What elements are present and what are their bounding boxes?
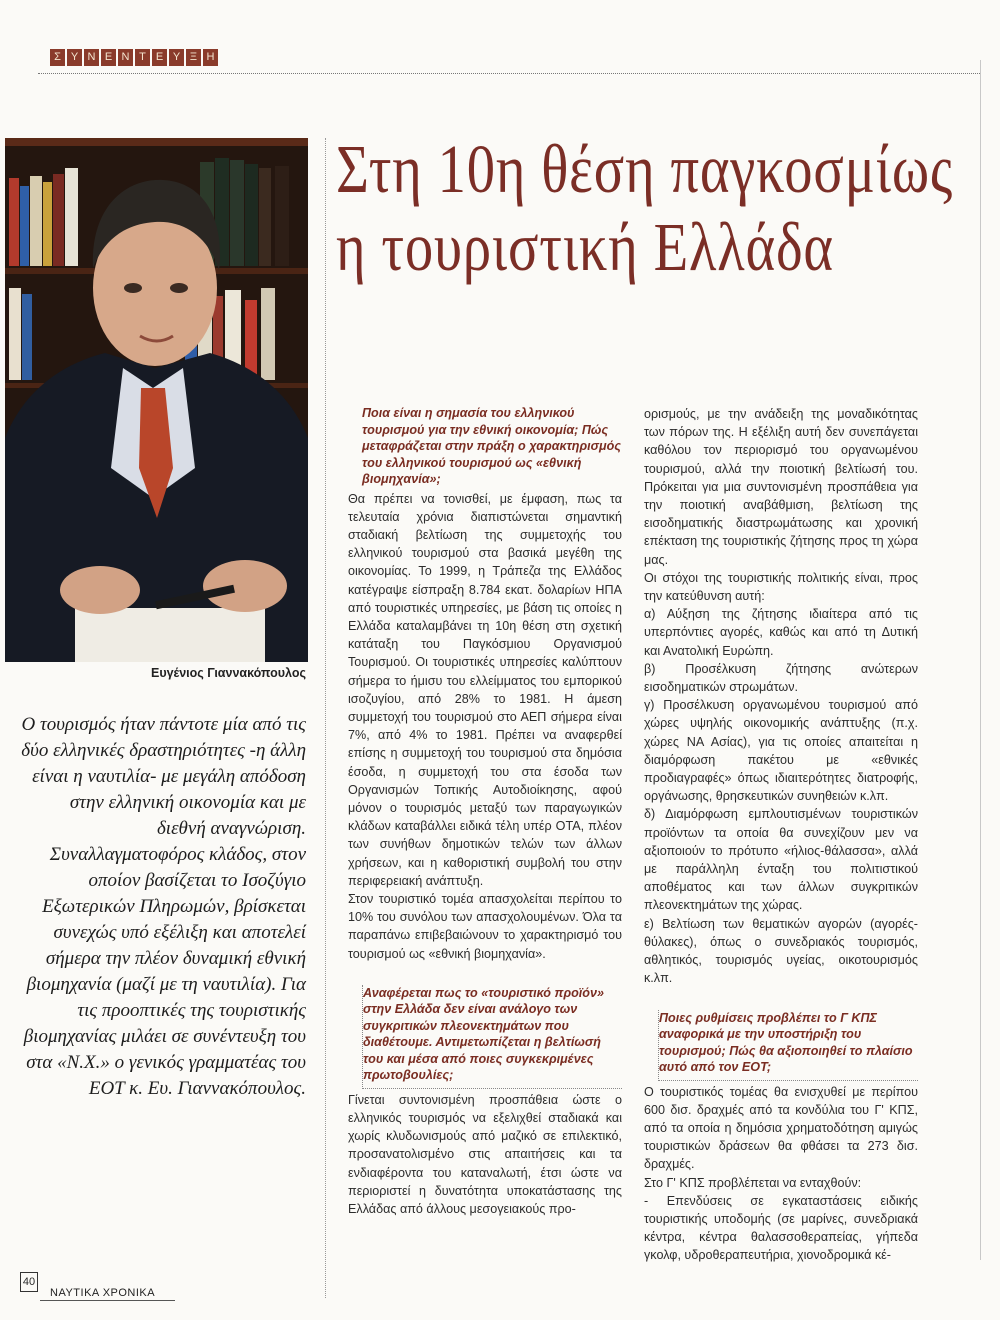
section-letter: Ξ xyxy=(186,49,201,66)
section-letter: Ν xyxy=(118,49,133,66)
article-title xyxy=(336,130,954,286)
page-number: 40 xyxy=(20,1272,38,1292)
column-divider xyxy=(325,138,326,1298)
answer-3-paragraph-1: Ο τουριστικός τομέας θα ενισχυθεί με περίπου 600 δισ. δραχμές από τα κονδύλια του Γ' ΚΠΣ, από τα οποία η δημόσια χρηματοδότηση αμιγώς τουριστικών δράσεων θα φθάσει τα 273 δισ. δραχμές. xyxy=(644,1084,918,1172)
header-divider xyxy=(38,73,980,74)
section-letter: Η xyxy=(203,49,218,66)
portrait-illustration xyxy=(5,138,308,662)
section-letter: Υ xyxy=(67,49,82,66)
section-tag xyxy=(50,49,218,66)
col2-paragraph-1: ορισμούς, με την ανάδειξη της μοναδικότητας των πόρων της. Η εξέλιξη αυτή δεν συνεπάγεται καθόλου τον περιορισμό του οργανωμένου τουρισμού, αλλά την ποιοτική βελτίωσή του. Πρόκειται για μια συντονισμένη προσπάθεια για την ποιοτική αναβάθμιση, βελτίωση της εισοδηματικής διαστρωμάτωσης και χρονική επέκταση της τουριστικής ζήτησης προς τη χώρα μας. xyxy=(644,407,918,567)
answer-1-paragraph-2: Στον τουριστικό τομέα απασχολείται περίπου το 10% του συνόλου των απασχολουμένων. Όλα τα παραπάνω επιβεβαιώνουν το χαρακτηρισμό του τουρισμού ως «εθνική βιομηχανία». xyxy=(348,891,622,961)
text-column-1 xyxy=(348,405,622,1218)
col2-paragraph-2: Οι στόχοι της τουριστικής πολιτικής είναι, προς την κατεύθυνση αυτή: xyxy=(644,570,918,604)
answer-3-paragraph-3: - Επενδύσεις σε εγκαταστάσεις ειδικής τουριστικής υποδομής (σε μαρίνες, συνεδριακά κέντρα, κέντρα θαλασσοθεραπείας, γήπεδα γκολφ, υδροθεραπευτήρια, χιονοδρομικά κέ- xyxy=(644,1193,918,1263)
section-letter: Ν xyxy=(84,49,99,66)
question-3: Ποιες ρυθμίσεις προβλέπει το Γ ΚΠΣ αναφορικά με την υποστήριξη του τουρισμού; Πώς θα αξιοποιηθεί το πλαίσιο αυτό από τον ΕΟΤ; xyxy=(658,1010,918,1081)
answer-1-paragraph-1: Θα πρέπει να τονισθεί, με έμφαση, πως τα τελευταία χρόνια διαπιστώνεται σημαντική σταδιακή βελτίωση της συμμετοχής του ελληνικού τουρισμού στα βασικά μεγέθη της οικονομίας. Το 1999, η Τράπεζα της Ελλάδος κατέγραψε είσπραξη 8.784 εκατ. δολαρίων ΗΠΑ από τουριστικές υπηρεσίες, με βάση τις οποίες η Ελλάδα καταλαμβάνει τη 10η θέση στη σχετική κατάταξη του Παγκόσμιου Οργανισμού Τουρισμού. Οι τουριστικές υπηρεσίες καλύπτουν σήμερα το ήμισυ του ελλείμματος του εμπορικού ισοζυγίου, από 28% το 1981. Η άμεση συμμετοχή του τουρισμού στο ΑΕΠ σήμερα είναι 7%, από 4% το 1981. Πρέπει να αναφερθεί επίσης η συμμετοχή του τουρισμού στα δημόσια έσοδα, η συμμετοχή του στα έσοδα των Οργανισμών Τοπικής Αυτοδιοίκησης, αφού μόνον ο τουρισμός μεταξύ των παραγωγικών κλάδων καταβάλλει ειδικά τέλη υπέρ ΟΤΑ, πλέον των συνήθων δημοτικών τελών των άλλων χρήσεων, και η καθοριστική συμβολή του στην περιφερειακή ανάπτυξη. xyxy=(348,491,622,888)
footer-rule xyxy=(40,1300,175,1301)
magazine-name: ΝΑΥΤΙΚΑ ΧΡΟΝΙΚΑ xyxy=(50,1287,156,1299)
section-letter: Ε xyxy=(152,49,167,66)
page-edge-line xyxy=(980,60,981,1260)
title-line-2: η τουριστική Ελλάδα xyxy=(336,209,834,285)
col2-list-e: ε) Βελτίωση των θεματικών αγορών (αγορές-θύλακες), όπως ο συνεδριακός τουρισμός, αθλητικός, τουρισμός υγείας, οικοτουρισμός κ.λπ. xyxy=(644,916,918,986)
col2-list-a: α) Αύξηση της ζήτησης ιδιαίτερα από τις υπερπόντιες αγορές, καθώς και από τη Δυτική και Ανατολική Ευρώπη. xyxy=(644,607,918,658)
section-letter: Ε xyxy=(101,49,116,66)
title-line-1: Στη 10η θέση παγκοσμίως xyxy=(336,131,954,207)
section-letter: Σ xyxy=(50,49,65,66)
text-column-2 xyxy=(644,405,918,1265)
col2-list-d: δ) Διαμόρφωση εμπλουτισμένων τουριστικών προϊόντων τα οποία θα συνεχίζουν μεν να αξιοποιούν το πρότυπο «ήλιος-θάλασσα», αλλά με παράλληλη ένταξη του πολιτιστικού αποθέματος και των άλλων συγκριτικών πλεονεκτημάτων της χώρας. xyxy=(644,807,918,913)
answer-3-paragraph-2: Στο Γ' ΚΠΣ προβλέπεται να ενταχθούν: xyxy=(644,1175,862,1190)
pull-quote: Ο τουρισμός ήταν πάντοτε μία από τις δύο ελληνικές δραστηριότητες -η άλλη είναι η ναυτιλία- με μεγάλη απόδοση στην ελληνική οικονομία και με διεθνή αναγνώριση. Συναλλαγματοφόρος κλάδος, στον οποίον βασίζεται το Ισοζύγιο Εξωτερικών Πληρωμών, βρίσκεται συνεχώς υπό εξέλιξη και αποτελεί σήμερα την πλέον δυναμική εθνική βιομηχανία (μαζί με τη ναυτιλία). Για τις προοπτικές της τουριστικής βιομηχανίας μιλάει σε συνέντευξη του στα «Ν.Χ.» ο γενικός γραμματέας του ΕΟΤ κ. Ευ. Γιαννακόπουλος. xyxy=(21,714,306,1099)
question-2: Αναφέρεται πως το «τουριστικό προϊόν» στην Ελλάδα δεν είναι ανάλογο των συγκριτικών πλεονεκτημάτων που διαθέτουμε. Αντιμετωπίζεται η βελτίωσή του και μέσα από ποιες συγκεκριμένες πρωτοβουλίες; xyxy=(362,985,622,1089)
section-letter: Τ xyxy=(135,49,150,66)
col2-list-b: β) Προσέλκυση ζήτησης ανώτερων εισοδηματικών στρωμάτων. xyxy=(644,661,918,695)
portrait-photo xyxy=(5,138,308,662)
question-1: Ποια είναι η σημασία του ελληνικού τουρισμού για την εθνική οικονομία; Πώς μεταφράζεται στην πράξη ο χαρακτηρισμός του ελληνικού τουρισμού ως «εθνική βιομηχανία»; xyxy=(362,406,621,486)
col2-list-c: γ) Προσέλκυση οργανωμένου τουρισμού από χώρες υψηλής οικονομικής ανάπτυξης (π.χ. χώρες ΝΑ Ασίας), για τις οποίες απαιτείται η διαμόρφωση πακέτου με «εθνικές προδιαγραφές» όπως ιδιαιτερότητες διατροφής, οργάνωσης, θρησκευτικών συνηθειών κ.λπ. xyxy=(644,698,918,804)
photo-caption: Ευγένιος Γιαννακόπουλος xyxy=(150,666,306,680)
section-letter: Υ xyxy=(169,49,184,66)
answer-2-paragraph: Γίνεται συντονισμένη προσπάθεια ώστε ο ελληνικός τουρισμός να εξελιχθεί σταδιακά και χωρίς κλυδωνισμούς από μαζικό σε επιλεκτικό, προσανατολισμένο στις απαιτήσεις και τα ενδιαφέροντα του καταναλωτή, έτσι ώστε να περιοριστεί η δυνατότητα υποκατάστασης της Ελλάδας από άλλους μεσογειακούς προ- xyxy=(348,1092,622,1216)
